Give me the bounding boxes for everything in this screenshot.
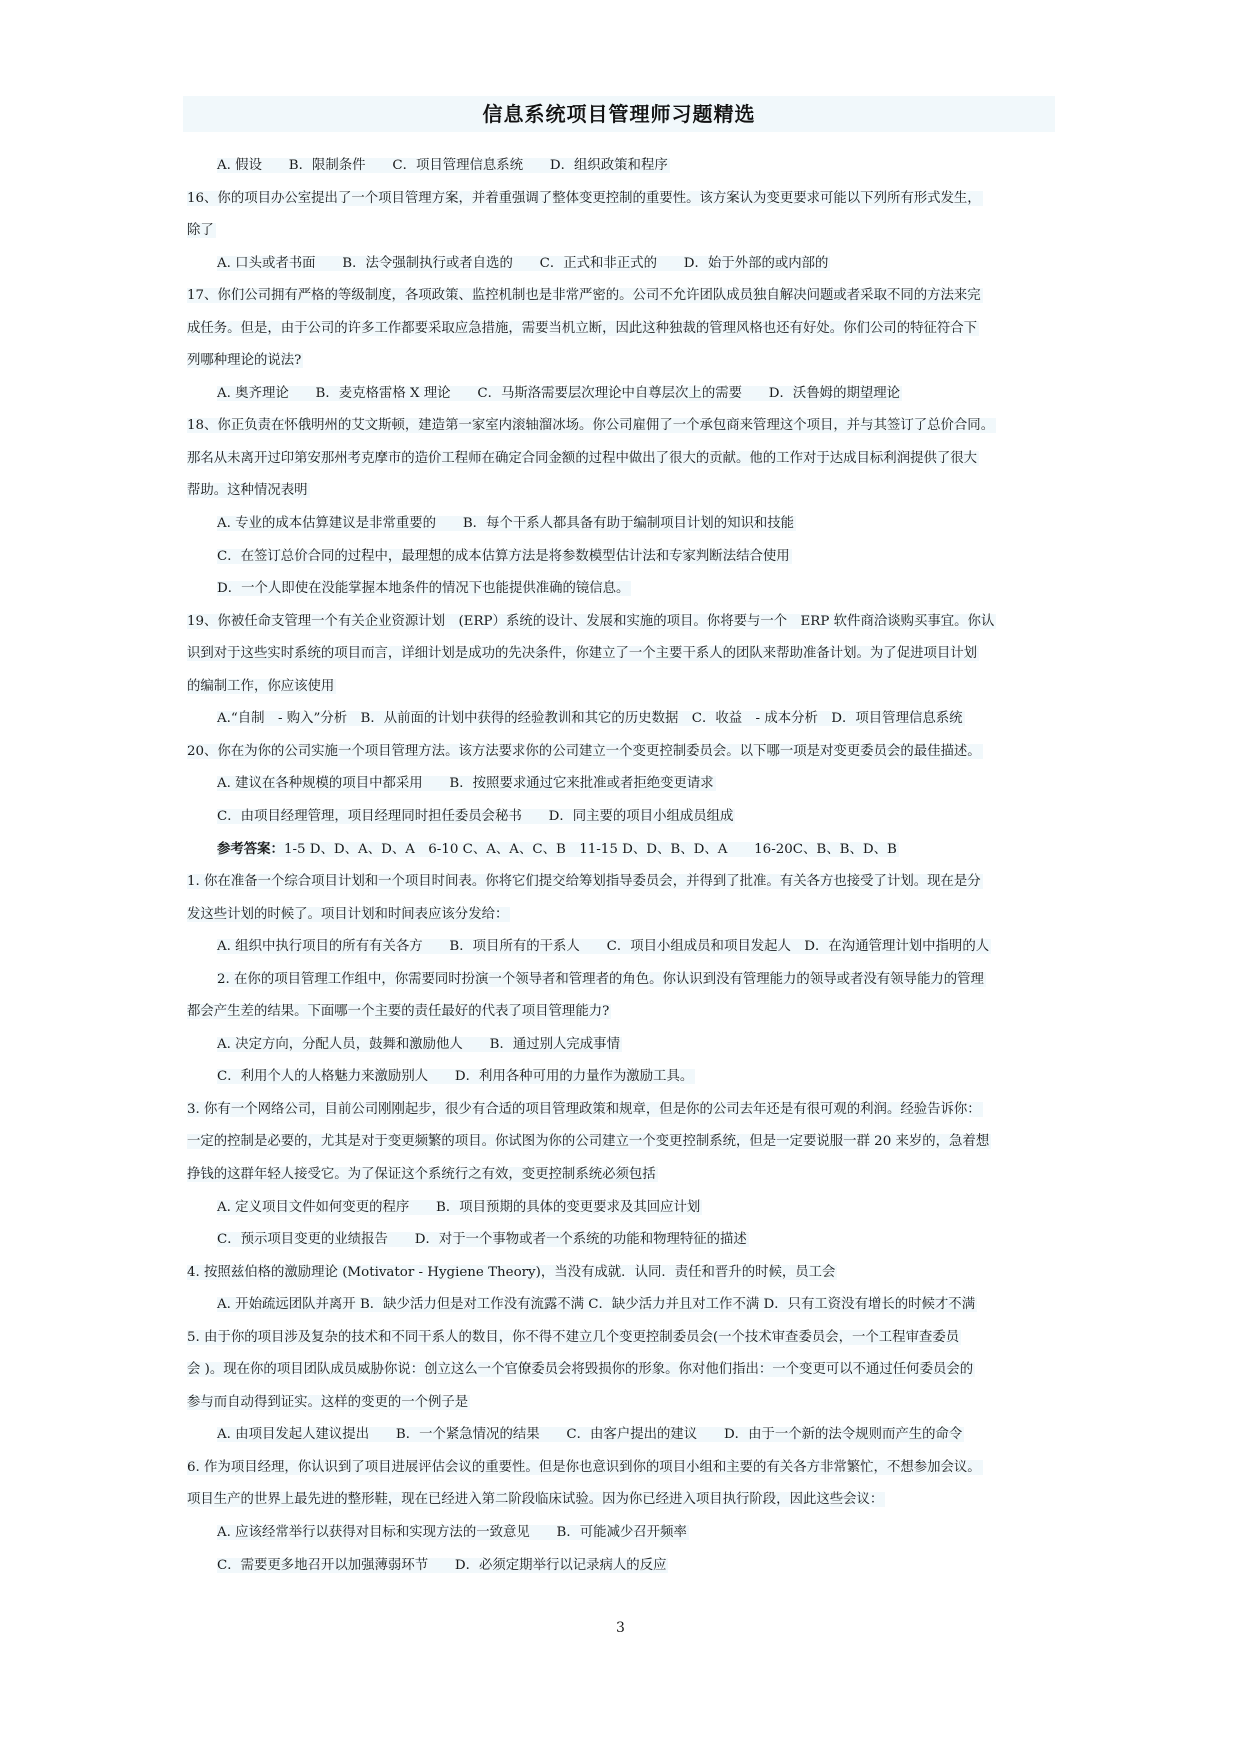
text-line-content: A. 组织中执行项目的所有有关各方 B．项目所有的干系人 C．项目小组成员和项目发起人 D．在沟通管理计划中指明的人 — [217, 939, 990, 955]
text-line-content: C．利用个人的人格魅力来激励别人 D．利用各种可用的力量作为激励工具。 — [217, 1069, 694, 1085]
text-line-content: 参考答案：1-5 D、D、A、D、A 6-10 C、A、A、C、B 11-15 D、D、B、D、A 16-20C、B、B、D、B — [217, 841, 897, 858]
text-line-content: 除了 — [187, 223, 214, 239]
text-line-content: 发这些计划的时候了。项目计划和时间表应该分发给： — [187, 906, 509, 922]
document-title: 信息系统项目管理师习题精选 — [482, 102, 756, 126]
text-line-content: A. 专业的成本估算建议是非常重要的 B．每个干系人都具备有助于编制项目计划的知识和技能 — [217, 516, 795, 532]
text-line — [187, 1419, 1055, 1452]
text-line — [187, 1484, 1055, 1517]
text-line — [187, 1094, 1055, 1127]
text-line — [187, 1126, 1055, 1159]
text-line — [187, 1354, 1055, 1387]
title-bar — [183, 96, 1055, 132]
text-line — [187, 899, 1055, 932]
text-line — [187, 768, 1055, 801]
text-line-content: A. 建议在各种规模的项目中都采用 B．按照要求通过它来批准或者拒绝变更请求 — [217, 776, 714, 792]
text-line — [187, 866, 1055, 899]
text-line — [187, 378, 1055, 411]
text-line-content: 帮助。这种情况表明 — [187, 483, 308, 499]
text-line-content: D．一个人即使在没能掌握本地条件的情况下也能提供准确的镜信息。 — [217, 581, 630, 597]
text-line-content: A. 奥齐理论 B．麦克格雷格 X 理论 C．马斯洛需要层次理论中自尊层次上的需要 D．沃鲁姆的期望理论 — [217, 385, 901, 401]
text-line — [187, 541, 1055, 574]
text-line-content: 参与而自动得到证实。这样的变更的一个例子是 — [187, 1394, 469, 1410]
text-line-content: 6. 作为项目经理，你认识到了项目进展评估会议的重要性。但是你也意识到你的项目小组和主要的有关各方非常繁忙，不想参加会议。 — [187, 1459, 981, 1475]
text-line — [187, 313, 1055, 346]
text-line — [187, 1387, 1055, 1420]
text-line — [187, 671, 1055, 704]
text-line — [187, 345, 1055, 378]
text-line — [187, 638, 1055, 671]
text-line — [187, 736, 1055, 769]
text-line — [187, 931, 1055, 964]
text-line-content: 5. 由于你的项目涉及复杂的技术和不同干系人的数目，你不得不建立几个变更控制委员会(一个技术审查委员会，一个工程审查委员 — [187, 1329, 960, 1345]
text-line — [187, 1289, 1055, 1322]
text-line-content: 18、你正负责在怀俄明州的艾文斯顿，建造第一家室内滚轴溜冰场。你公司雇佣了一个承包商来管理这个项目，并与其签订了总价合同。 — [187, 418, 995, 434]
document-body — [187, 150, 1055, 1582]
answer-label: 参考答案： — [217, 841, 284, 858]
text-line — [187, 606, 1055, 639]
text-line-content: 一定的控制是必要的，尤其是对于变更频繁的项目。你试图为你的公司建立一个变更控制系统，但是一定要说服一群 20 来岁的，急着想 — [187, 1134, 990, 1150]
text-line-content: 20、你在为你的公司实施一个项目管理方法。该方法要求你的公司建立一个变更控制委员会。以下哪一项是对变更委员会的最佳描述。 — [187, 743, 981, 759]
text-line-content: 3. 你有一个网络公司，目前公司刚刚起步，很少有合适的项目管理政策和规章，但是你的公司去年还是有很可观的利润。经验告诉你： — [187, 1101, 981, 1117]
text-line-content: A.“自制 - 购入”分析 B．从前面的计划中获得的经验教训和其它的历史数据 C．收益 - 成本分析 D．项目管理信息系统 — [217, 711, 963, 727]
text-line — [187, 964, 1055, 997]
text-line-content: 挣钱的这群年轻人接受它。为了保证这个系统行之有效，变更控制系统必须包括 — [187, 1166, 656, 1182]
text-line — [187, 1224, 1055, 1257]
text-line — [187, 1159, 1055, 1192]
text-line-content: A. 由项目发起人建议提出 B．一个紧急情况的结果 C．由客户提出的建议 D．由于一个新的法令规则而产生的命令 — [217, 1427, 963, 1443]
text-line — [187, 150, 1055, 183]
text-line-content: C．由项目经理管理，项目经理同时担任委员会秘书 D．同主要的项目小组成员组成 — [217, 808, 734, 824]
text-line — [187, 1257, 1055, 1290]
text-line — [187, 703, 1055, 736]
text-line-content: 1. 你在准备一个综合项目计划和一个项目时间表。你将它们提交给筹划指导委员会，并得到了批准。有关各方也接受了计划。现在是分 — [187, 874, 981, 890]
text-line-content: A. 假设 B．限制条件 C．项目管理信息系统 D．组织政策和程序 — [217, 158, 668, 173]
text-line — [187, 1061, 1055, 1094]
text-line-content: A. 决定方向，分配人员，鼓舞和激励他人 B．通过别人完成事情 — [217, 1036, 620, 1052]
text-line — [187, 410, 1055, 443]
text-line — [187, 248, 1055, 281]
text-line-content: 19、你被任命支管理一个有关企业资源计划 (ERP）系统的设计、发展和实施的项目。你将要与一个 ERP 软件商洽谈购买事宜。你认 — [187, 613, 995, 629]
text-line — [187, 280, 1055, 313]
text-line — [187, 183, 1055, 216]
text-line — [187, 443, 1055, 476]
text-line-content: C．预示项目变更的业绩报告 D．对于一个事物或者一个系统的功能和物理特征的描述 — [217, 1232, 747, 1248]
text-line-content: 2. 在你的项目管理工作组中，你需要同时扮演一个领导者和管理者的角色。你认识到没有管理能力的领导或者没有领导能力的管理 — [217, 971, 984, 987]
text-line-content: 那名从未离开过印第安那州考克摩市的造价工程师在确定合同金额的过程中做出了很大的贡献。他的工作对于达成目标利润提供了很大 — [187, 450, 978, 466]
text-line-content: C．需要更多地召开以加强薄弱环节 D．必须定期举行以记录病人的反应 — [217, 1557, 667, 1573]
text-line — [187, 1029, 1055, 1062]
text-line — [187, 1192, 1055, 1225]
text-line — [187, 475, 1055, 508]
text-line-content: 都会产生差的结果。下面哪一个主要的责任最好的代表了项目管理能力? — [187, 1004, 610, 1020]
text-line — [187, 215, 1055, 248]
text-line-content: A. 口头或者书面 B．法令强制执行或者自选的 C．正式和非正式的 D．始于外部的或内部的 — [217, 255, 829, 271]
text-line-content: 项目生产的世界上最先进的整形鞋，现在已经进入第二阶段临床试验。因为你已经进入项目执行阶段，因此这些会议： — [187, 1492, 884, 1508]
text-line-content: C．在签订总价合同的过程中，最理想的成本估算方法是将参数模型估计法和专家判断法结合使用 — [217, 548, 790, 564]
text-line-content: A. 应该经常举行以获得对目标和实现方法的一致意见 B．可能减少召开频率 — [217, 1524, 687, 1540]
text-line-content: 成任务。但是，由于公司的许多工作都要采取应急措施，需要当机立断，因此这种独裁的管理风格也还有好处。你们公司的特征符合下 — [187, 320, 978, 336]
text-line — [187, 1322, 1055, 1355]
text-line — [187, 573, 1055, 606]
text-line-content: A. 开始疏远团队并离开 B．缺少活力但是对工作没有流露不满 C．缺少活力并且对工作不满 D．只有工资没有增长的时候才不满 — [217, 1297, 976, 1313]
text-line — [187, 1517, 1055, 1550]
text-line-content: 16、你的项目办公室提出了一个项目管理方案，并着重强调了整体变更控制的重要性。该方案认为变更要求可能以下列所有形式发生， — [187, 190, 981, 206]
text-line-content: 识到对于这些实时系统的项目而言，详细计划是成功的先决条件，你建立了一个主要干系人的团队来帮助准备计划。为了促进项目计划 — [187, 646, 978, 662]
page-number: 3 — [616, 1620, 625, 1636]
text-line-content: A. 定义项目文件如何变更的程序 B．项目预期的具体的变更要求及其回应计划 — [217, 1199, 701, 1215]
text-line-content: 列哪种理论的说法? — [187, 353, 302, 369]
text-line — [187, 1452, 1055, 1485]
text-line-content: 17、你们公司拥有严格的等级制度，各项政策、监控机制也是非常严密的。公司不允许团队成员独自解决问题或者采取不同的方法来完 — [187, 288, 981, 304]
text-line — [187, 996, 1055, 1029]
text-line-content: 的编制工作，你应该使用 — [187, 678, 335, 694]
text-line — [187, 1550, 1055, 1583]
text-line — [187, 508, 1055, 541]
text-line-content: 4. 按照兹伯格的激励理论 (Motivator - Hygiene Theory)，当没有成就．认同．责任和晋升的时候，员工会 — [187, 1264, 836, 1280]
text-line-content: 会 )。现在你的项目团队成员威胁你说：创立这么一个官僚委员会将毁损你的形象。你对他们指出：一个变更可以不通过任何委员会的 — [187, 1362, 974, 1378]
text-line — [187, 833, 1055, 866]
text-line — [187, 801, 1055, 834]
